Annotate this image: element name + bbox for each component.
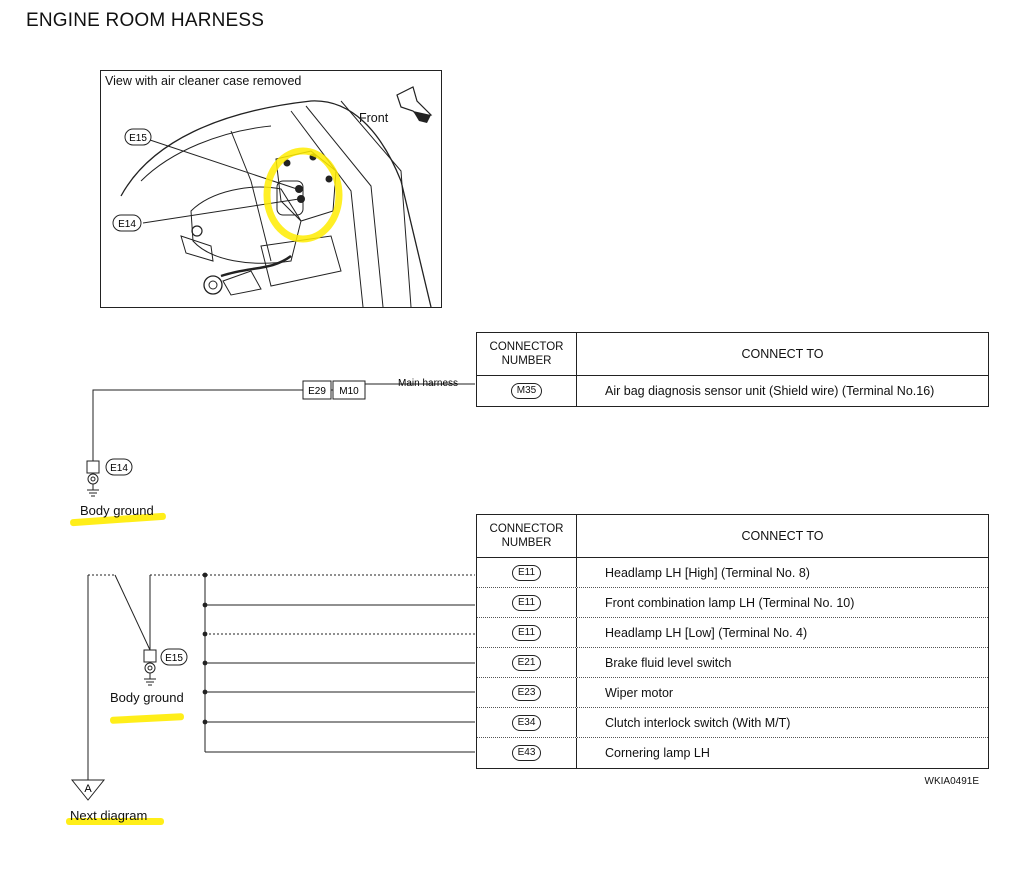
table-row bbox=[477, 678, 988, 708]
table-row bbox=[477, 588, 988, 618]
ground-e14-label: E14 bbox=[110, 463, 128, 474]
body-ground-label-1: Body ground bbox=[80, 503, 154, 518]
table-row bbox=[477, 708, 988, 738]
ground-e14-connector bbox=[87, 461, 99, 473]
figure-code: WKIA0491E bbox=[924, 776, 979, 787]
callout-e14: E14 bbox=[118, 219, 136, 230]
connect-to: Cornering lamp LH bbox=[605, 746, 710, 760]
ground-e14-eyelet-icon bbox=[88, 474, 98, 484]
next-diagram-label: Next diagram bbox=[70, 808, 148, 823]
connect-to: Clutch interlock switch (With M/T) bbox=[605, 715, 791, 730]
connector-id: E21 bbox=[512, 655, 542, 671]
view-caption: View with air cleaner case removed bbox=[105, 74, 302, 88]
connect-to: Headlamp LH [High] (Terminal No. 8) bbox=[605, 565, 810, 580]
table1-header-connector: CONNECTOR NUMBER bbox=[477, 333, 577, 375]
table-row bbox=[477, 738, 988, 768]
table-row bbox=[477, 618, 988, 648]
connector-id: E34 bbox=[512, 715, 542, 731]
table2-header-connect-to: CONNECT TO bbox=[741, 529, 824, 543]
table-row bbox=[477, 558, 988, 588]
connector-id: E23 bbox=[512, 685, 542, 701]
table2-header-connector: CONNECTOR NUMBER bbox=[477, 515, 577, 557]
ground-e15-eyelet-icon bbox=[145, 663, 155, 673]
table-row bbox=[477, 648, 988, 678]
connector-id: E11 bbox=[512, 565, 541, 581]
connect-to: Air bag diagnosis sensor unit (Shield wire) (Terminal No.16) bbox=[605, 384, 935, 398]
page-title: ENGINE ROOM HARNESS bbox=[26, 10, 265, 31]
table-row bbox=[477, 376, 988, 406]
connect-to: Brake fluid level switch bbox=[605, 655, 732, 670]
main-harness-label: Main harness bbox=[398, 378, 459, 389]
connect-to: Wiper motor bbox=[605, 685, 674, 700]
ground-e15-connector bbox=[144, 650, 156, 662]
connector-id: E11 bbox=[512, 625, 541, 641]
next-diagram-symbol: A bbox=[84, 783, 92, 795]
ground-e14-icon bbox=[87, 490, 99, 496]
ground-e15-label: E15 bbox=[165, 653, 183, 664]
inline-e29-label: E29 bbox=[308, 386, 326, 397]
connector-table-2 bbox=[476, 514, 989, 769]
callout-e15: E15 bbox=[129, 133, 147, 144]
connector-table-1 bbox=[476, 332, 989, 407]
body-ground-label-2: Body ground bbox=[110, 690, 184, 705]
ground-e15-icon bbox=[144, 679, 156, 685]
connect-to: Headlamp LH [Low] (Terminal No. 4) bbox=[605, 625, 808, 640]
connector-id: M35 bbox=[511, 383, 542, 399]
connect-to: Front combination lamp LH (Terminal No. 10) bbox=[605, 595, 855, 610]
front-label: Front bbox=[359, 111, 389, 125]
table1-header-connect-to: CONNECT TO bbox=[741, 347, 824, 361]
connector-id: E43 bbox=[512, 745, 542, 761]
connector-id: E11 bbox=[512, 595, 541, 611]
inline-m10-label: M10 bbox=[339, 386, 359, 397]
